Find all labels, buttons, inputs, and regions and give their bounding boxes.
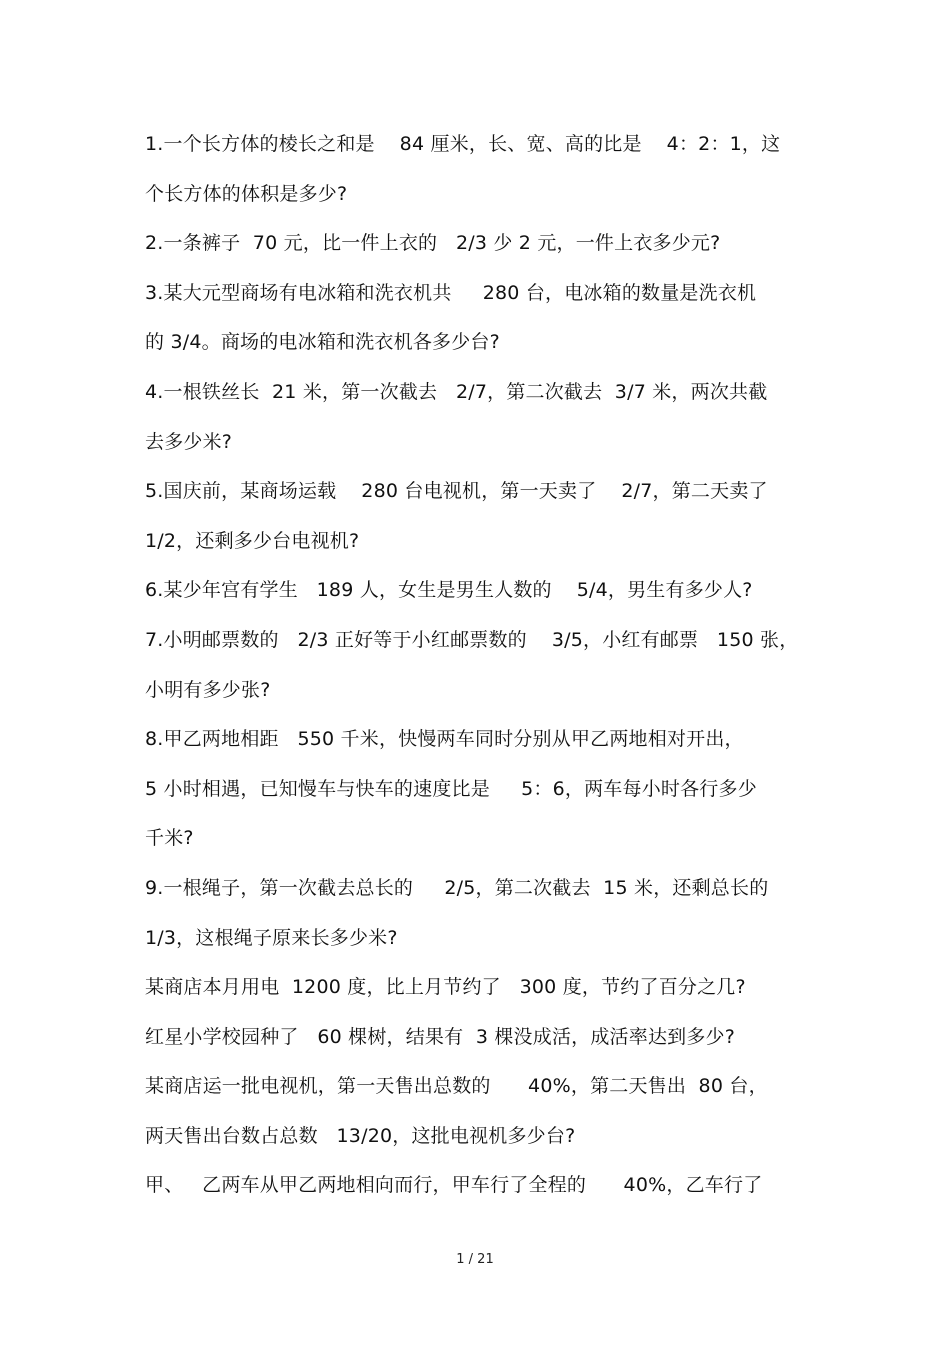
text-line: 5.国庆前，某商场运载 280 台电视机，第一天卖了 2/7，第二天卖了 (145, 480, 768, 503)
document-body (145, 120, 815, 1211)
text-line: 9.一根绳子，第一次截去总长的 2/5，第二次截去 15 米，还剩总长的 (145, 876, 769, 899)
text-line: 的 3/4。商场的电冰箱和洗衣机各多少台? (145, 331, 500, 354)
text-line: 个长方体的体积是多少? (145, 182, 348, 205)
text-line: 千米? (145, 827, 194, 850)
text-line: 1.一个长方体的棱长之和是 84 厘米，长、宽、高的比是 4：2：1，这 (145, 133, 781, 155)
text-line: 红星小学校园种了 60 棵树，结果有 3 棵没成活，成活率达到多少? (145, 1025, 736, 1048)
text-line: 2.一条裤子 70 元，比一件上衣的 2/3 少 2 元，一件上衣多少元? (145, 232, 721, 255)
text-line: 甲、 乙两车从甲乙两地相向而行，甲车行了全程的 40%，乙车行了 (145, 1174, 763, 1197)
text-line: 1/2，还剩多少台电视机? (145, 529, 360, 552)
text-line: 去多少米? (145, 430, 233, 453)
text-line: 4.一根铁丝长 21 米，第一次截去 2/7，第二次截去 3/7 米，两次共截 (145, 380, 768, 403)
text-line: 1/3，这根绳子原来长多少米? (145, 926, 398, 949)
page-number: 1 / 21 (456, 1252, 494, 1267)
text-line: 8.甲乙两地相距 550 千米，快慢两车同时分别从甲乙两地相对开出， (145, 728, 744, 751)
text-line: 5 小时相遇，已知慢车与快车的速度比是 5：6，两车每小时各行多少 (145, 777, 757, 800)
text-line: 6.某少年宫有学生 189 人，女生是男生人数的 5/4，男生有多少人? (145, 579, 753, 602)
text-line: 某商店本月用电 1200 度，比上月节约了 300 度，节约了百分之几? (145, 976, 746, 999)
text-line: 3.某大元型商场有电冰箱和洗衣机共 280 台，电冰箱的数量是洗衣机 (145, 281, 757, 304)
text-line: 某商店运一批电视机，第一天售出总数的 40%，第二天售出 80 台， (145, 1075, 768, 1098)
text-line: 7.小明邮票数的 2/3 正好等于小红邮票数的 3/5，小红有邮票 150 张， (145, 628, 799, 651)
text-line: 两天售出台数占总数 13/20，这批电视机多少台? (145, 1124, 576, 1147)
text-line: 小明有多少张? (145, 678, 271, 701)
